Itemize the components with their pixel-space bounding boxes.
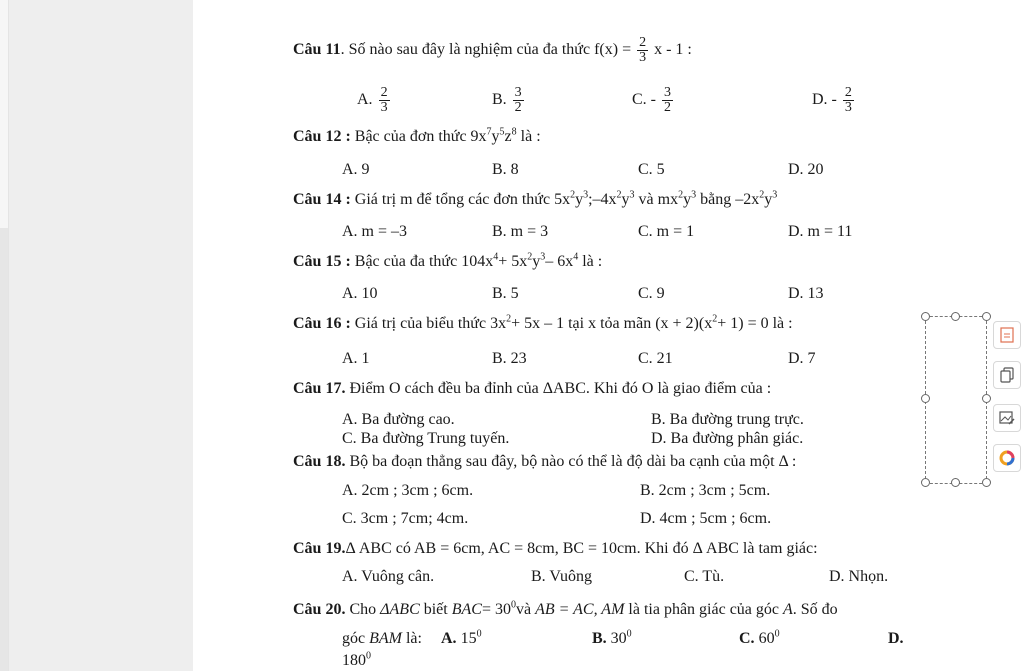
- resize-handle[interactable]: [921, 394, 930, 403]
- conjunction: và: [638, 191, 654, 208]
- exponent: 4: [573, 251, 579, 263]
- question-label: Câu 20.: [293, 601, 346, 618]
- question-17: [293, 380, 771, 398]
- exponent: 4: [493, 251, 499, 263]
- question-label: Câu 11: [293, 41, 341, 59]
- question-label: Câu 15 :: [293, 253, 351, 270]
- option-c[interactable]: C. 21: [638, 350, 673, 367]
- degree: 0: [510, 599, 516, 611]
- exponent: 2: [570, 189, 576, 201]
- numerator: 3: [664, 85, 671, 100]
- question-tail: là :: [772, 315, 793, 332]
- exponent: 2: [506, 313, 512, 325]
- option-d[interactable]: D. 4cm ; 5cm ; 6cm.: [640, 510, 772, 527]
- expr: 3x: [490, 315, 507, 332]
- expr: z: [504, 128, 512, 145]
- question-label: Câu 16 :: [293, 315, 351, 332]
- option-b[interactable]: B. m = 3: [492, 223, 549, 240]
- option-a[interactable]: [441, 630, 482, 648]
- option-b[interactable]: B. 5: [492, 285, 519, 302]
- option-b[interactable]: B. 8: [492, 161, 519, 178]
- option-d[interactable]: [888, 630, 904, 648]
- option-b[interactable]: [592, 630, 632, 648]
- resize-handle[interactable]: [921, 478, 930, 487]
- resize-handle[interactable]: [982, 478, 991, 487]
- option-c[interactable]: C. 5: [638, 161, 665, 178]
- expr: –2x: [735, 191, 760, 208]
- denominator: 3: [380, 100, 388, 115]
- option-b[interactable]: B. Vuông: [531, 568, 592, 585]
- exponent: 3: [540, 251, 546, 263]
- resize-handle[interactable]: [921, 312, 930, 321]
- expr: y: [532, 253, 541, 270]
- expr: + 5x – 1: [511, 315, 565, 332]
- denominator: 2: [664, 100, 671, 115]
- numerator: 2: [639, 35, 647, 50]
- option-a[interactable]: A. 10: [342, 285, 378, 302]
- fraction: [379, 86, 390, 115]
- resize-handle[interactable]: [982, 312, 991, 321]
- option-d[interactable]: [812, 86, 856, 115]
- degree: 0: [476, 628, 482, 640]
- scroll-thumb[interactable]: [0, 228, 8, 671]
- exponent: 2: [712, 313, 718, 325]
- expr: 104x: [461, 253, 494, 270]
- exponent: 2: [759, 189, 765, 201]
- option-b[interactable]: [492, 86, 526, 115]
- option-c[interactable]: C. Ba đường Trung tuyến.: [342, 430, 510, 447]
- option-c[interactable]: C. 9: [638, 285, 665, 302]
- question-tail: x - 1 :: [654, 41, 692, 59]
- function: f(x) =: [594, 41, 632, 59]
- conjunction: và: [515, 601, 532, 618]
- option-a[interactable]: A. 9: [342, 161, 370, 178]
- option-c[interactable]: [632, 86, 675, 115]
- option-d[interactable]: D. 20: [788, 161, 824, 178]
- question-20-line2: [342, 630, 422, 648]
- numerator: 2: [380, 85, 388, 100]
- expr: (x + 2)(x: [655, 315, 713, 332]
- copy-icon[interactable]: [993, 361, 1021, 389]
- document-page: [193, 0, 1024, 671]
- resize-handle[interactable]: [951, 312, 960, 321]
- expr: = 30: [481, 601, 511, 618]
- angle-name: BAM: [369, 630, 402, 647]
- exponent: 2: [527, 251, 533, 263]
- exponent: 2: [678, 189, 684, 201]
- exponent: 3: [772, 189, 778, 201]
- exponent: 8: [511, 126, 517, 138]
- option-d[interactable]: D. Ba đường phân giác.: [651, 430, 804, 447]
- question-text: Bậc của đơn thức: [354, 128, 467, 145]
- question-text: là:: [405, 630, 422, 647]
- angle-name: BAC: [451, 601, 482, 618]
- expr: + 5x: [498, 253, 528, 270]
- exponent: 3: [629, 189, 635, 201]
- question-text: . Số nào sau đây là nghiệm của đa thức: [340, 41, 591, 59]
- question-tail: là :: [582, 253, 603, 270]
- document-icon[interactable]: [993, 321, 1021, 349]
- option-value: 60: [758, 630, 775, 647]
- option-a[interactable]: A. m = –3: [342, 223, 408, 240]
- question-label: Câu 12 :: [293, 128, 351, 145]
- question-text: Bộ ba đoạn thẳng sau đây, bộ nào có thể là độ dài ba cạnh của một Δ :: [349, 453, 797, 470]
- triangle-name: ΔABC: [380, 601, 420, 618]
- fraction: [513, 86, 524, 115]
- question-text: . Số đo: [792, 601, 838, 618]
- option-d[interactable]: D. m = 11: [788, 223, 853, 240]
- fraction: [843, 86, 854, 115]
- question-text: Điểm O cách đều ba đỉnh của ΔABC. Khi đó O là giao điểm của :: [349, 380, 772, 397]
- question-text: Bậc của đa thức: [354, 253, 458, 270]
- expr: 5x: [554, 191, 571, 208]
- option-label: D.: [888, 630, 904, 647]
- expr: y: [764, 191, 773, 208]
- option-value: 180: [342, 652, 366, 669]
- question-label: Câu 14 :: [293, 191, 351, 208]
- question-18: [293, 453, 796, 471]
- question-text: góc: [342, 630, 366, 647]
- option-a[interactable]: A. 2cm ; 3cm ; 6cm.: [342, 482, 474, 499]
- question-19: [293, 540, 818, 558]
- question-text: Δ ABC có AB = 6cm, AC = 8cm, BC = 10cm. Khi đó Δ ABC là tam giác:: [345, 540, 818, 557]
- question-text: Giá trị của biểu thức: [354, 315, 487, 332]
- option-a[interactable]: A. 1: [342, 350, 370, 367]
- image-edit-icon[interactable]: [993, 404, 1021, 432]
- question-label: Câu 17.: [293, 380, 346, 397]
- degree: 0: [774, 628, 780, 640]
- expr: + 1) = 0: [717, 315, 769, 332]
- question-14: [293, 191, 777, 209]
- question-label: Câu 18.: [293, 453, 346, 470]
- color-circle-icon[interactable]: [993, 444, 1021, 472]
- expr: mx: [657, 191, 679, 208]
- exponent: 3: [691, 189, 697, 201]
- option-b[interactable]: B. Ba đường trung trực.: [651, 411, 804, 428]
- option-label: D. -: [812, 91, 837, 109]
- degree: 0: [366, 650, 371, 662]
- denominator: 3: [844, 100, 852, 115]
- expr: y: [491, 128, 500, 145]
- condition: AB = AC, AM: [535, 601, 625, 618]
- selected-shape[interactable]: [925, 316, 987, 484]
- expr: y: [621, 191, 630, 208]
- degree: 0: [626, 628, 632, 640]
- option-c[interactable]: C. 3cm ; 7cm; 4cm.: [342, 510, 469, 527]
- exponent: 2: [616, 189, 622, 201]
- option-value: 15: [460, 630, 477, 647]
- left-gutter: [0, 0, 193, 671]
- option-label: C.: [739, 630, 755, 647]
- fraction: [662, 86, 673, 115]
- question-12: [293, 128, 541, 146]
- question-16: [293, 315, 793, 333]
- denominator: 2: [514, 100, 522, 115]
- option-c[interactable]: C. Tù.: [684, 568, 725, 585]
- option-label: A.: [357, 91, 373, 109]
- resize-handle[interactable]: [982, 394, 991, 403]
- option-a[interactable]: A. Ba đường cao.: [342, 411, 455, 428]
- option-value: 30: [610, 630, 627, 647]
- option-c[interactable]: C. m = 1: [638, 223, 695, 240]
- option-b[interactable]: B. 2cm ; 3cm ; 5cm.: [640, 482, 771, 499]
- question-text: biết: [423, 601, 448, 618]
- question-tail: là :: [520, 128, 541, 145]
- condition-text: tại x tỏa mãn: [568, 315, 652, 332]
- option-d-value[interactable]: [342, 652, 371, 670]
- expr: ;–4x: [588, 191, 617, 208]
- option-b[interactable]: B. 23: [492, 350, 527, 367]
- option-label: B.: [592, 630, 607, 647]
- fraction: [637, 36, 648, 65]
- option-a[interactable]: [357, 86, 392, 115]
- numerator: 2: [844, 85, 852, 100]
- question-text: Giá trị m để tổng các đơn thức: [354, 191, 551, 208]
- question-15: [293, 253, 602, 271]
- question-20: [293, 601, 838, 619]
- option-d[interactable]: D. 7: [788, 350, 816, 367]
- expr: y: [683, 191, 692, 208]
- option-d[interactable]: D. Nhọn.: [829, 568, 889, 585]
- option-d[interactable]: D. 13: [788, 285, 824, 302]
- question-text: Cho: [349, 601, 377, 618]
- exponent: 5: [499, 126, 505, 138]
- exponent: 7: [486, 126, 492, 138]
- equals-word: bằng: [700, 191, 732, 208]
- option-label: A.: [441, 630, 457, 647]
- expr: y: [575, 191, 584, 208]
- option-label: C. -: [632, 91, 656, 109]
- option-c[interactable]: [739, 630, 780, 648]
- resize-handle[interactable]: [951, 478, 960, 487]
- question-label: Câu 19.: [293, 540, 346, 557]
- numerator: 3: [514, 85, 522, 100]
- option-a[interactable]: A. Vuông cân.: [342, 568, 435, 585]
- question-11: [293, 36, 692, 65]
- angle-name: A: [783, 601, 793, 618]
- denominator: 3: [639, 50, 647, 65]
- exponent: 3: [583, 189, 589, 201]
- question-text: là tia phân giác của góc: [628, 601, 779, 618]
- expr: 9x: [470, 128, 487, 145]
- expr: – 6x: [545, 253, 574, 270]
- option-label: B.: [492, 91, 507, 109]
